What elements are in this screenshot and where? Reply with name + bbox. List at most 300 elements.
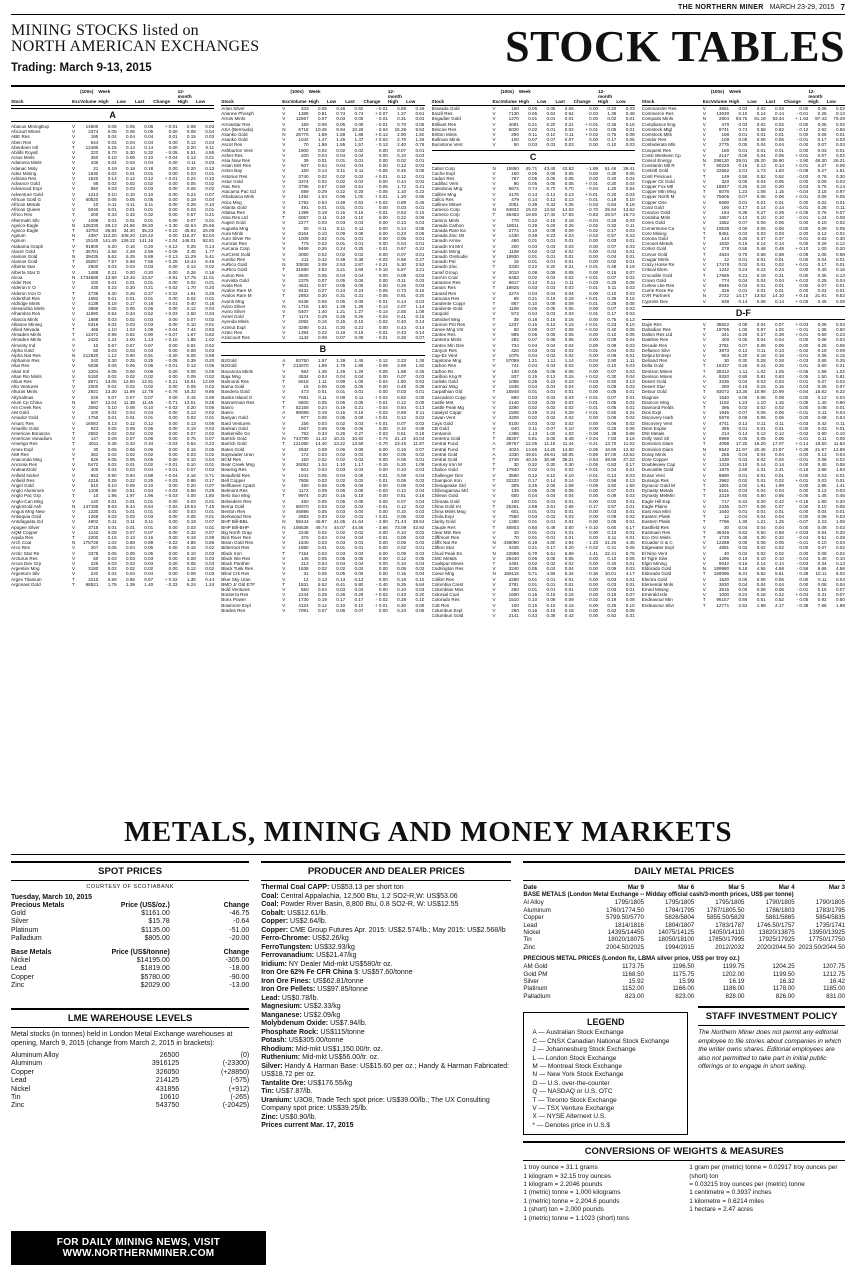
table-cell: 0.05 <box>607 399 617 405</box>
table-cell: 0.07 <box>817 142 827 148</box>
table-cell: 1.10 <box>107 326 117 332</box>
table-cell: 0.09 <box>817 194 827 200</box>
conversions-left <box>523 1164 679 1223</box>
table-cell: 0.18 <box>317 210 327 216</box>
table-cell: 0.13 <box>205 165 215 171</box>
table-cell: 0.02 <box>607 259 617 265</box>
producer-item <box>261 927 511 936</box>
table-cell: 19795 <box>716 326 730 332</box>
table-cell: 0.02 <box>354 173 364 179</box>
table-cell: 0.10 <box>144 155 154 161</box>
table-cell: 0.03 <box>528 394 538 400</box>
table-cell: 0.04 <box>607 467 617 473</box>
table-cell: 0.06 <box>125 368 135 374</box>
table-cell: 5.80 <box>354 581 364 587</box>
table-cell: 0.23 <box>835 332 845 338</box>
table-cell: 21.97 <box>815 446 827 452</box>
table-cell: 0.29 <box>317 592 327 598</box>
table-cell: Carpathian Gld <box>431 389 463 395</box>
table-cell: 0.01 <box>546 254 556 260</box>
table-cell: 0.02 <box>415 415 425 421</box>
table-cell: 5316 <box>88 321 99 327</box>
page-header <box>11 15 845 85</box>
table-cell: - 0.01 <box>376 298 388 304</box>
conversion-item: 1 troy ounce = 31.1 grams <box>523 1164 598 1172</box>
table-cell: 0.24 <box>336 288 346 294</box>
table-cell: 0.02 <box>528 467 538 473</box>
table-cell: 0.01 <box>625 519 635 525</box>
producer-value: US$97.85/tonne <box>315 986 368 993</box>
table-cell: 0.09 <box>835 347 845 353</box>
table-cell: Argentum Silv <box>11 571 40 577</box>
table-cell: 1.88 <box>397 368 407 374</box>
table-cell: V <box>71 306 76 312</box>
table-cell: 0.08 <box>186 186 196 192</box>
table-cell: 2141 <box>508 613 519 619</box>
table-cell: 0.40 <box>607 326 617 332</box>
table-cell: 0.86 <box>625 430 635 436</box>
table-cell: V <box>702 194 706 200</box>
cell: 3916125 <box>151 1060 180 1068</box>
table-cell: 0.14 <box>107 176 117 182</box>
table-cell: 0.20 <box>415 592 425 598</box>
table-cell: T <box>492 212 496 218</box>
table-cell: 0.03 <box>546 311 556 317</box>
table-cell: Aben Res <box>11 139 32 145</box>
table-cell: 0.03 <box>144 347 154 353</box>
table-cell: 1520 <box>88 176 99 182</box>
table-cell: 0.07 <box>186 430 196 436</box>
table-cell: 320 <box>721 178 730 184</box>
table-row <box>221 335 424 340</box>
table-cell: 0.14 <box>144 144 154 150</box>
table-cell: 0.04 <box>546 493 556 499</box>
table-cell: 28287 <box>85 259 99 265</box>
table-cell: 1.24 <box>107 337 117 343</box>
table-cell: 39767 <box>506 441 519 447</box>
table-cell: 0.12 <box>546 196 556 202</box>
table-cell: 0.01 <box>336 158 346 164</box>
table-cell: Denison Mines <box>641 368 673 374</box>
table-cell: Aberdeen Intl <box>11 144 39 150</box>
table-cell: 0.01 <box>354 389 364 395</box>
table-cell: 28440 <box>506 555 519 561</box>
table-cell: Carbon Rx <box>431 368 454 374</box>
table-cell: 41.05 <box>333 519 346 525</box>
table-cell: 1900 <box>298 147 309 153</box>
table-cell: 46.97 <box>315 519 327 525</box>
table-cell: 2.01 <box>625 503 635 509</box>
table-cell: 0.04 <box>564 342 574 348</box>
table-cell: 0.17 <box>817 137 827 143</box>
table-cell: AMI Res <box>11 451 29 457</box>
table-cell: 0.49 <box>607 264 617 270</box>
table-cell: 0.20 <box>546 264 556 270</box>
table-cell: 1.96 <box>144 493 154 499</box>
table-cell: 0.16 <box>835 267 845 273</box>
table-cell: 0.06 <box>625 280 635 286</box>
table-cell: V <box>71 514 76 520</box>
table-cell: 1.57 <box>354 142 364 148</box>
table-cell: V <box>71 264 76 270</box>
table-cell: 0.05 <box>546 488 556 494</box>
conversion-item: 1 (metric) tonne = 1.1023 (short) tons <box>523 1214 630 1222</box>
table-cell: Chalice Gold <box>431 467 458 473</box>
table-cell: 0.07 <box>415 446 425 452</box>
table-cell: V <box>71 295 76 301</box>
table-cell: American Vanadium <box>11 436 53 442</box>
table-cell: 0.00 <box>799 483 809 489</box>
table-cell: 0.11 <box>336 168 346 174</box>
table-header-columns <box>432 99 635 106</box>
cell: 2023.50/2044.50 <box>798 943 845 951</box>
table-cell: 1875 <box>718 467 730 473</box>
table-cell: 0.02 <box>336 451 346 457</box>
table-cell: 0.63 <box>817 236 827 242</box>
table-cell: 0.25 <box>835 358 845 364</box>
table-cell: Canadn Orebodie <box>431 254 468 260</box>
table-cell: 0.02 <box>107 384 117 390</box>
table-cell: Alderon Iron O <box>11 290 41 296</box>
table-cell: 1230 <box>718 457 730 462</box>
producer-key: Zinc: <box>261 1113 278 1121</box>
table-cell: Dominion Diam <box>641 441 674 447</box>
table-cell: 0.38 <box>107 441 117 447</box>
table-cell: 5.08 <box>186 352 196 358</box>
cell: 831.00 <box>826 992 845 1000</box>
table-cell: 0.03 <box>775 230 784 236</box>
table-cell: 4.56 <box>835 566 845 572</box>
table-cell: 1531 <box>298 581 309 587</box>
table-cell: V <box>492 363 496 369</box>
table-cell: 838 <box>721 298 730 304</box>
table-cell: 175726 <box>83 540 99 546</box>
producer-key: Ruthenium: <box>261 1054 301 1061</box>
table-cell: 0.86 <box>205 540 215 546</box>
table-cell: V <box>282 430 286 436</box>
table-cell: 1388 <box>298 111 309 117</box>
table-cell: 1.80 <box>397 378 407 384</box>
table-cell: 0.15 <box>564 373 574 379</box>
table-cell: Cornerstone Ca <box>641 225 675 231</box>
table-cell: 0.01 <box>625 238 635 244</box>
table-cell: V <box>71 524 76 530</box>
table-cell: Bateo Gold <box>221 446 245 452</box>
table-cell: T <box>71 535 75 541</box>
markets-section <box>11 854 845 1223</box>
table-cell: 0.03 <box>625 368 635 374</box>
producer-item <box>261 1020 511 1029</box>
table-cell: 0.09 <box>107 529 117 535</box>
table-cell: V <box>702 457 706 462</box>
table-cell: V <box>282 576 286 582</box>
table-cell: 0.01 <box>546 498 556 504</box>
table-cell: 0.40 <box>186 300 196 306</box>
table-cell: + 0.03 <box>795 321 809 327</box>
table-cell: V <box>282 462 286 468</box>
header-cell: Stock <box>431 99 445 104</box>
table-cell: 0.00 <box>168 264 178 270</box>
producer-item <box>261 884 511 893</box>
table-cell: 0.00 <box>589 142 599 148</box>
table-cell: 0.03 <box>607 587 617 593</box>
table-cell: V <box>492 613 496 619</box>
table-cell: 4902 <box>88 519 99 525</box>
daily-base-row <box>523 929 845 936</box>
table-cell: 0.26 <box>738 363 748 369</box>
table-cell: 0.11 <box>607 535 617 541</box>
table-cell: 0.33 <box>107 212 117 218</box>
table-cell: 0.03 <box>528 243 538 249</box>
table-cell: 0.00 <box>799 545 809 551</box>
table-cell: 0.05 <box>528 488 538 494</box>
table-cell: 7550 <box>508 514 519 520</box>
table-cell: V <box>282 545 286 551</box>
table-cell: 1.09 <box>415 462 425 468</box>
table-cell: 0.55 <box>125 576 135 582</box>
table-cell: 0.10 <box>775 555 784 561</box>
table-cell: Canaf Group <box>431 269 458 275</box>
cell: Gold <box>11 910 26 918</box>
table-cell: 0.06 <box>144 446 154 452</box>
lme-row <box>11 1052 249 1060</box>
table-cell: V <box>282 298 286 304</box>
table-cell: 2.90 <box>397 132 407 138</box>
table-cell: 0.08 <box>738 321 748 327</box>
table-cell: 0.02 <box>317 241 327 247</box>
table-cell: V <box>492 488 496 494</box>
table-cell: 1.77 <box>205 248 215 254</box>
table-cell: Central Fund <box>431 441 459 447</box>
table-cell: 501 <box>300 467 309 473</box>
table-cell: T <box>492 457 496 462</box>
table-cell: Decade Res <box>641 342 668 348</box>
table-cell: 2000 <box>88 384 99 390</box>
table-cell: V <box>282 189 286 195</box>
table-cell: 1750 <box>88 415 99 421</box>
table-cell: 0.05 <box>354 555 364 561</box>
table-cell: 0.03 <box>756 378 766 384</box>
table-cell: 0.09 <box>564 228 574 234</box>
table-cell: 0.01 <box>546 509 556 515</box>
table-cell: 5.75 <box>625 550 635 556</box>
table-cell: Atlatsa Res <box>221 210 245 216</box>
table-cell: 0.01 <box>775 256 784 262</box>
table-cell: 0.04 <box>835 540 845 546</box>
table-cell: 0.02 <box>756 550 766 556</box>
table-cell: 0.14 <box>756 241 766 247</box>
table-cell: 0.51 <box>354 184 364 190</box>
table-cell: T <box>702 535 706 541</box>
table-cell: 0.00 <box>378 225 388 231</box>
table-cell: 7130 <box>508 111 519 117</box>
table-cell: 0.10 <box>564 472 574 478</box>
table-cell: Eastern Platin <box>641 514 671 520</box>
cell: 1199.50 <box>772 970 795 978</box>
table-cell: V <box>702 524 706 530</box>
table-cell: 0.14 <box>775 298 784 304</box>
table-cell: 0.41 <box>607 545 617 551</box>
table-cell: 5.51 <box>546 550 556 556</box>
table-cell: 0.67 <box>144 342 154 348</box>
table-cell: 16.32 <box>184 389 196 395</box>
table-cell: 0.02 <box>607 498 617 504</box>
table-cell: 0.03 <box>107 347 117 353</box>
table-cell: V <box>702 509 706 515</box>
producer-key: Iridium: <box>261 960 287 968</box>
table-cell: 1.60 <box>415 363 425 369</box>
table-cell: 0.14 <box>775 111 784 117</box>
table-cell: 0.10 <box>607 363 617 369</box>
table-cell: 0.65 <box>415 194 425 200</box>
cell: 1152.00 <box>622 985 644 993</box>
table-cell: 837 <box>511 373 519 379</box>
table-cell: 0.01 <box>205 207 215 213</box>
table-cell: Black Iron <box>221 550 242 556</box>
table-cell: 14.60 <box>562 446 574 452</box>
table-cell: 0.03 <box>354 220 364 226</box>
table-cell: 1000 <box>718 592 730 598</box>
cell: 14075/14125 <box>658 929 695 937</box>
table-cell: 436090 <box>503 540 519 546</box>
table-cell: - 0.70 <box>586 207 599 213</box>
table-cell: 0.02 <box>125 181 135 187</box>
table-cell: Arcus Dev Grp <box>11 561 42 567</box>
table-cell: 0.04 <box>317 163 327 169</box>
table-cell: - 0.04 <box>376 378 388 384</box>
table-cell: 0.30 <box>607 373 617 379</box>
table-cell: 0.88 <box>144 472 154 478</box>
table-cell: 0.05 <box>625 326 635 332</box>
table-cell: 0.01 <box>546 581 556 587</box>
table-cell: 0.20 <box>607 106 617 111</box>
table-cell: V <box>282 256 286 262</box>
table-cell: Eldorado Gold <box>641 571 672 577</box>
table-cell: - 0.01 <box>376 334 388 340</box>
table-cell: 17940 <box>506 467 519 473</box>
header-cell: Last <box>555 99 565 104</box>
table-cell: Adamera Minls <box>11 160 42 166</box>
table-cell: 0.01 <box>625 254 635 260</box>
table-cell: Coral Gold <box>641 204 664 210</box>
table-cell: V <box>492 607 496 613</box>
table-cell: 0.15 <box>336 210 346 216</box>
table-cell: V <box>492 106 496 111</box>
table-cell: 0.52 <box>775 173 784 179</box>
conversion-item: 1 centimetre = 0.3937 inches <box>689 1189 772 1197</box>
table-cell: 341 <box>721 332 730 338</box>
table-cell: 1.39 <box>125 581 135 587</box>
table-cell: 0.04 <box>835 410 845 416</box>
table-cell: Atna Res Ltd <box>221 215 248 221</box>
table-cell: V <box>71 488 76 494</box>
table-cell: 0.01 <box>756 256 766 262</box>
table-cell: 0.57 <box>186 212 196 218</box>
table-cell: 0.84 <box>125 472 135 478</box>
table-cell: 9.66 <box>817 566 827 572</box>
table-cell: 280 <box>721 384 730 390</box>
table-cell: 0.03 <box>186 170 196 176</box>
table-cell: V <box>282 329 286 335</box>
table-cell: 0.76 <box>817 210 827 216</box>
table-cell: 2.56 <box>107 248 117 254</box>
table-cell: 188 <box>721 132 730 138</box>
table-cell: 0.09 <box>336 394 346 400</box>
table-cell: 0.03 <box>317 477 327 483</box>
table-cell: 0.00 <box>378 158 388 164</box>
table-cell: 17.40 <box>543 212 556 218</box>
table-cell: + 0.01 <box>585 394 599 400</box>
table-cell: V <box>492 535 496 541</box>
table-cell: Argex Titanium <box>11 576 42 582</box>
cell: 26500 <box>159 1052 180 1060</box>
table-cell: 0.03 <box>835 178 845 184</box>
table-cell: 0.00 <box>168 425 178 431</box>
table-cell: 0.11 <box>318 225 327 231</box>
table-cell: - 0.02 <box>376 319 388 325</box>
table-cell: 0.60 <box>738 493 748 499</box>
table-cell: 3.21 <box>336 267 346 273</box>
table-cell: 19.53 <box>184 503 196 509</box>
header-cell: Low <box>326 99 337 104</box>
table-header-top <box>11 89 214 99</box>
section-letter: B <box>221 342 424 356</box>
table-cell: 0.56 <box>835 126 845 132</box>
table-cell: 0.03 <box>186 207 196 213</box>
table-cell: 1.00 <box>354 194 364 200</box>
table-cell: 0.03 <box>817 147 827 153</box>
table-cell: Baja Mng <box>221 373 241 379</box>
table-cell: 5.81 <box>528 436 538 442</box>
cell: 17925/17925 <box>758 936 795 944</box>
table-cell: 0.04 <box>125 134 135 140</box>
table-cell: 0.01 <box>625 467 635 473</box>
table-cell: 0.20 <box>125 269 135 275</box>
table-cell: 0.05 <box>336 498 346 504</box>
table-cell: 0.06 <box>317 483 327 489</box>
table-cell: 1.91 <box>756 483 766 489</box>
table-cell: 0.13 <box>625 477 635 483</box>
table-cell: 141.16 <box>139 238 154 244</box>
table-cell: 0.02 <box>354 529 364 535</box>
table-cell: 0.06 <box>607 415 617 421</box>
table-cell: 0.00 <box>799 106 809 111</box>
table-cell: 0.19 <box>336 404 346 410</box>
table-cell: 0.21 <box>775 272 784 278</box>
table-cell: 0.58 <box>186 488 196 494</box>
table-cell: 0.00 <box>799 267 809 273</box>
table-cell: 0.00 <box>589 415 599 421</box>
table-cell: 0.00 <box>799 121 809 127</box>
table-cell: V <box>71 217 76 223</box>
table-cell: 0.00 <box>378 566 388 572</box>
table-cell: 0.06 <box>354 483 364 489</box>
website-banner[interactable]: FOR DAILY MINING NEWS, VISIT WWW.NORTHERNMINER.COM <box>11 1231 266 1265</box>
producer-value: US$2.64/lb. <box>288 918 327 925</box>
table-cell: 1270 <box>508 116 519 122</box>
table-cell: 1396 <box>508 430 519 436</box>
table-cell: 0.05 <box>205 368 215 374</box>
table-cell: 0.10 <box>107 155 117 161</box>
table-cell: 1716 <box>298 303 309 309</box>
table-cell: + 0.01 <box>164 462 178 468</box>
cell: -13.00 <box>229 981 250 989</box>
table-cell: + 0.04 <box>164 155 178 161</box>
base-metals-caption: BASE METALS (London Metal Exchange -- Midday official cash/3-month prices, US$ per tonne) <box>523 892 794 899</box>
table-cell: 0.01 <box>528 581 538 587</box>
table-cell: Doray Minls <box>641 451 666 457</box>
table-cell: 0.04 <box>144 467 154 473</box>
